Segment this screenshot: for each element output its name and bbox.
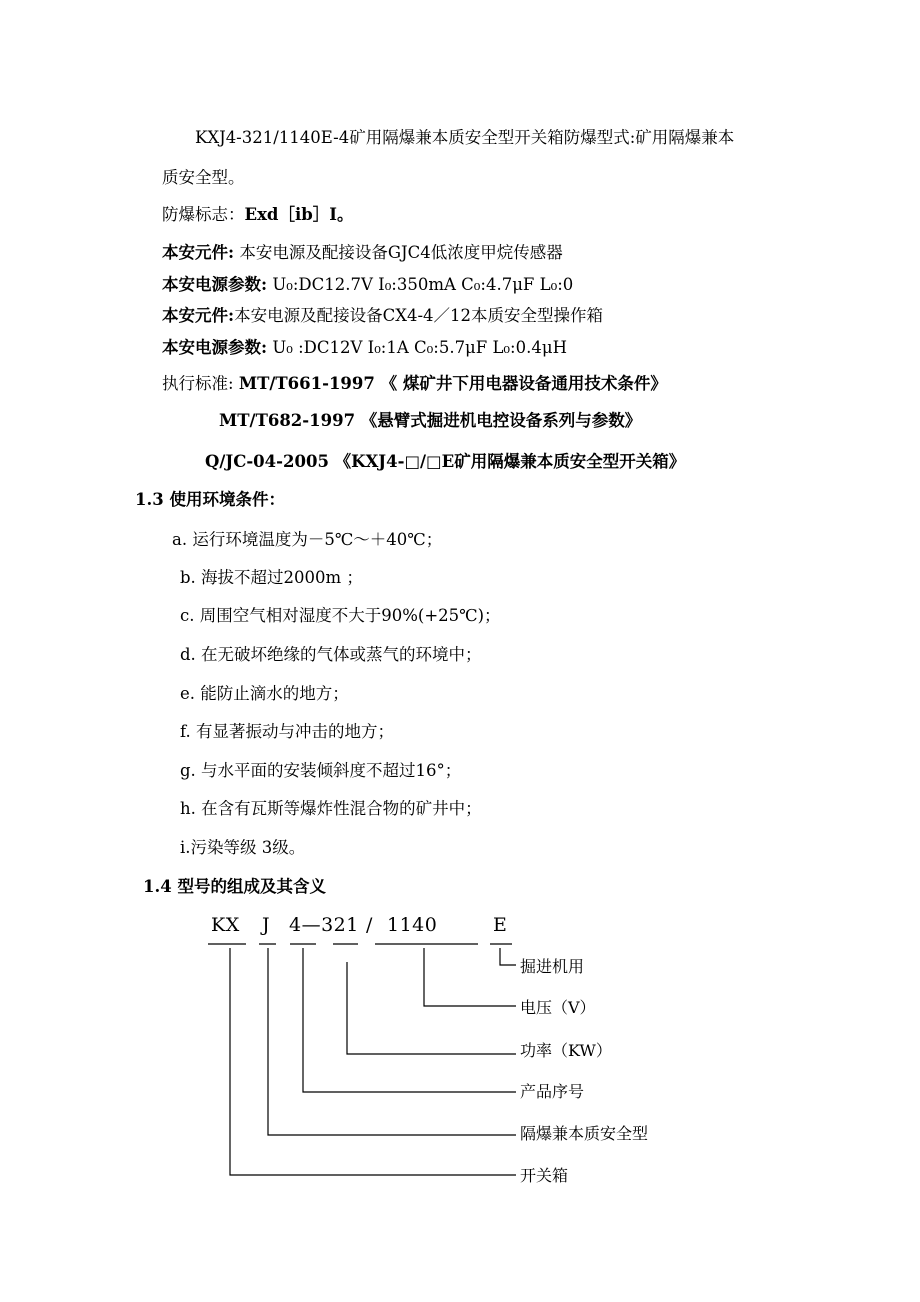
env-item: g. 与水平面的安装倾斜度不超过16°；: [180, 761, 462, 780]
env-item: h. 在含有瓦斯等爆炸性混合物的矿井中；: [180, 799, 482, 818]
ex-mark-label: 防爆标志：: [162, 205, 245, 224]
env-item: i.污染等级 3级。: [180, 838, 306, 857]
code-volt: 1140: [387, 914, 438, 936]
label-tunneling: 掘进机用: [520, 957, 585, 976]
code-kx: KX: [211, 914, 240, 936]
connector-321: [347, 962, 516, 1054]
param-label: 本安电源参数:: [162, 275, 268, 294]
env-item: e. 能防止滴水的地方；: [180, 684, 349, 703]
section-1-4-title: 1.4 型号的组成及其含义: [143, 877, 326, 896]
param-value: 本安电源及配接设备GJC4低浓度甲烷传感器: [234, 243, 563, 262]
label-voltage: 电压（V）: [520, 998, 596, 1017]
standard-1: MT/T661-1997 《 煤矿井下用电器设备通用技术条件》: [238, 374, 667, 393]
code-e: E: [493, 914, 508, 936]
connector-e: [500, 948, 516, 965]
ex-mark-value: Exd［ib］I。: [244, 205, 354, 224]
label-serial: 产品序号: [520, 1082, 585, 1101]
intro-line-1: KXJ4-321/1140E-4矿用隔爆兼本质安全型开关箱防爆型式:矿用隔爆兼本: [195, 128, 735, 147]
label-type: 隔爆兼本质安全型: [520, 1124, 649, 1143]
code-slash: /: [366, 914, 373, 936]
section-1-3-title: 1.3 使用环境条件：: [135, 490, 285, 509]
standards-label: 执行标准:: [162, 374, 239, 393]
param-value: U₀:DC12.7V I₀:350mA C₀:4.7μF L₀:0: [267, 275, 574, 294]
env-item: b. 海拔不超过2000m ；: [180, 568, 363, 587]
param-label: 本安元件:: [162, 243, 235, 262]
intro-line-2: 质安全型。: [162, 168, 245, 187]
env-item: d. 在无破坏绝缘的气体或蒸气的环境中；: [180, 645, 482, 664]
param-value: U₀ :DC12V I₀:1A C₀:5.7μF L₀:0.4μH: [267, 338, 567, 357]
env-item: f. 有显著振动与冲击的地方；: [180, 722, 395, 741]
label-power: 功率（KW）: [520, 1041, 612, 1060]
standard-2: MT/T682-1997 《悬臂式掘进机电控设备系列与参数》: [219, 411, 642, 430]
env-item: a. 运行环境温度为－5℃～＋40℃；: [172, 530, 443, 549]
connector-4: [303, 948, 516, 1092]
param-label: 本安电源参数:: [162, 338, 268, 357]
connector-1140: [424, 948, 516, 1006]
standard-3: Q/JC-04-2005 《KXJ4-□/□E矿用隔爆兼本质安全型开关箱》: [205, 452, 686, 471]
code-j: J: [262, 914, 271, 936]
connector-j: [268, 948, 516, 1135]
param-label: 本安元件:: [162, 306, 235, 325]
code-num: 4—321: [289, 914, 359, 936]
param-value: 本安电源及配接设备CX4-4／12本质安全型操作箱: [234, 306, 604, 325]
connector-kx: [230, 948, 516, 1175]
label-switchbox: 开关箱: [520, 1166, 569, 1185]
env-item: c. 周围空气相对湿度不大于90%(+25℃)；: [180, 606, 501, 625]
